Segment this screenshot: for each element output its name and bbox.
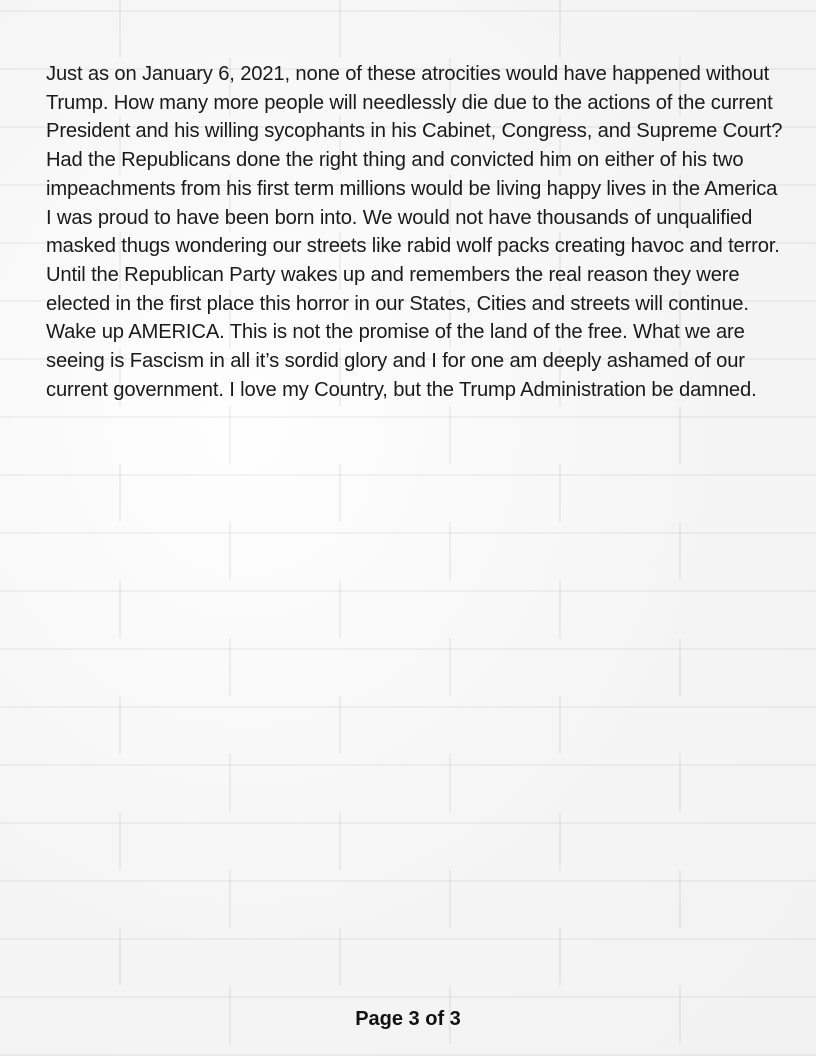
body-paragraph: Just as on January 6, 2021, none of these atrocities would have happened without Trump. How many more people will needlessly die due to the actions of the current President and his willing sycophants in his Cabinet, Congress, and Supreme Court? Had the Republicans done the right thing and convicted him on either of his two impeachments from his first term millions would be living happy lives in the America I was proud to have been born into. We would not have thousands of unqualified masked thugs wondering our streets like rabid wolf packs creating havoc and terror. Until the Republican Party wakes up and remembers the real reason they were elected in the first place this horror in our States, Cities and streets will continue. Wake up AMERICA. This is not the promise of the land of the free. What we are seeing is Fascism in all it’s sordid glory and I for one am deeply ashamed of our current government. I love my Country, but the Trump Administration be damned. — [46, 63, 783, 401]
page-number: Page 3 of 3 — [355, 1008, 461, 1030]
